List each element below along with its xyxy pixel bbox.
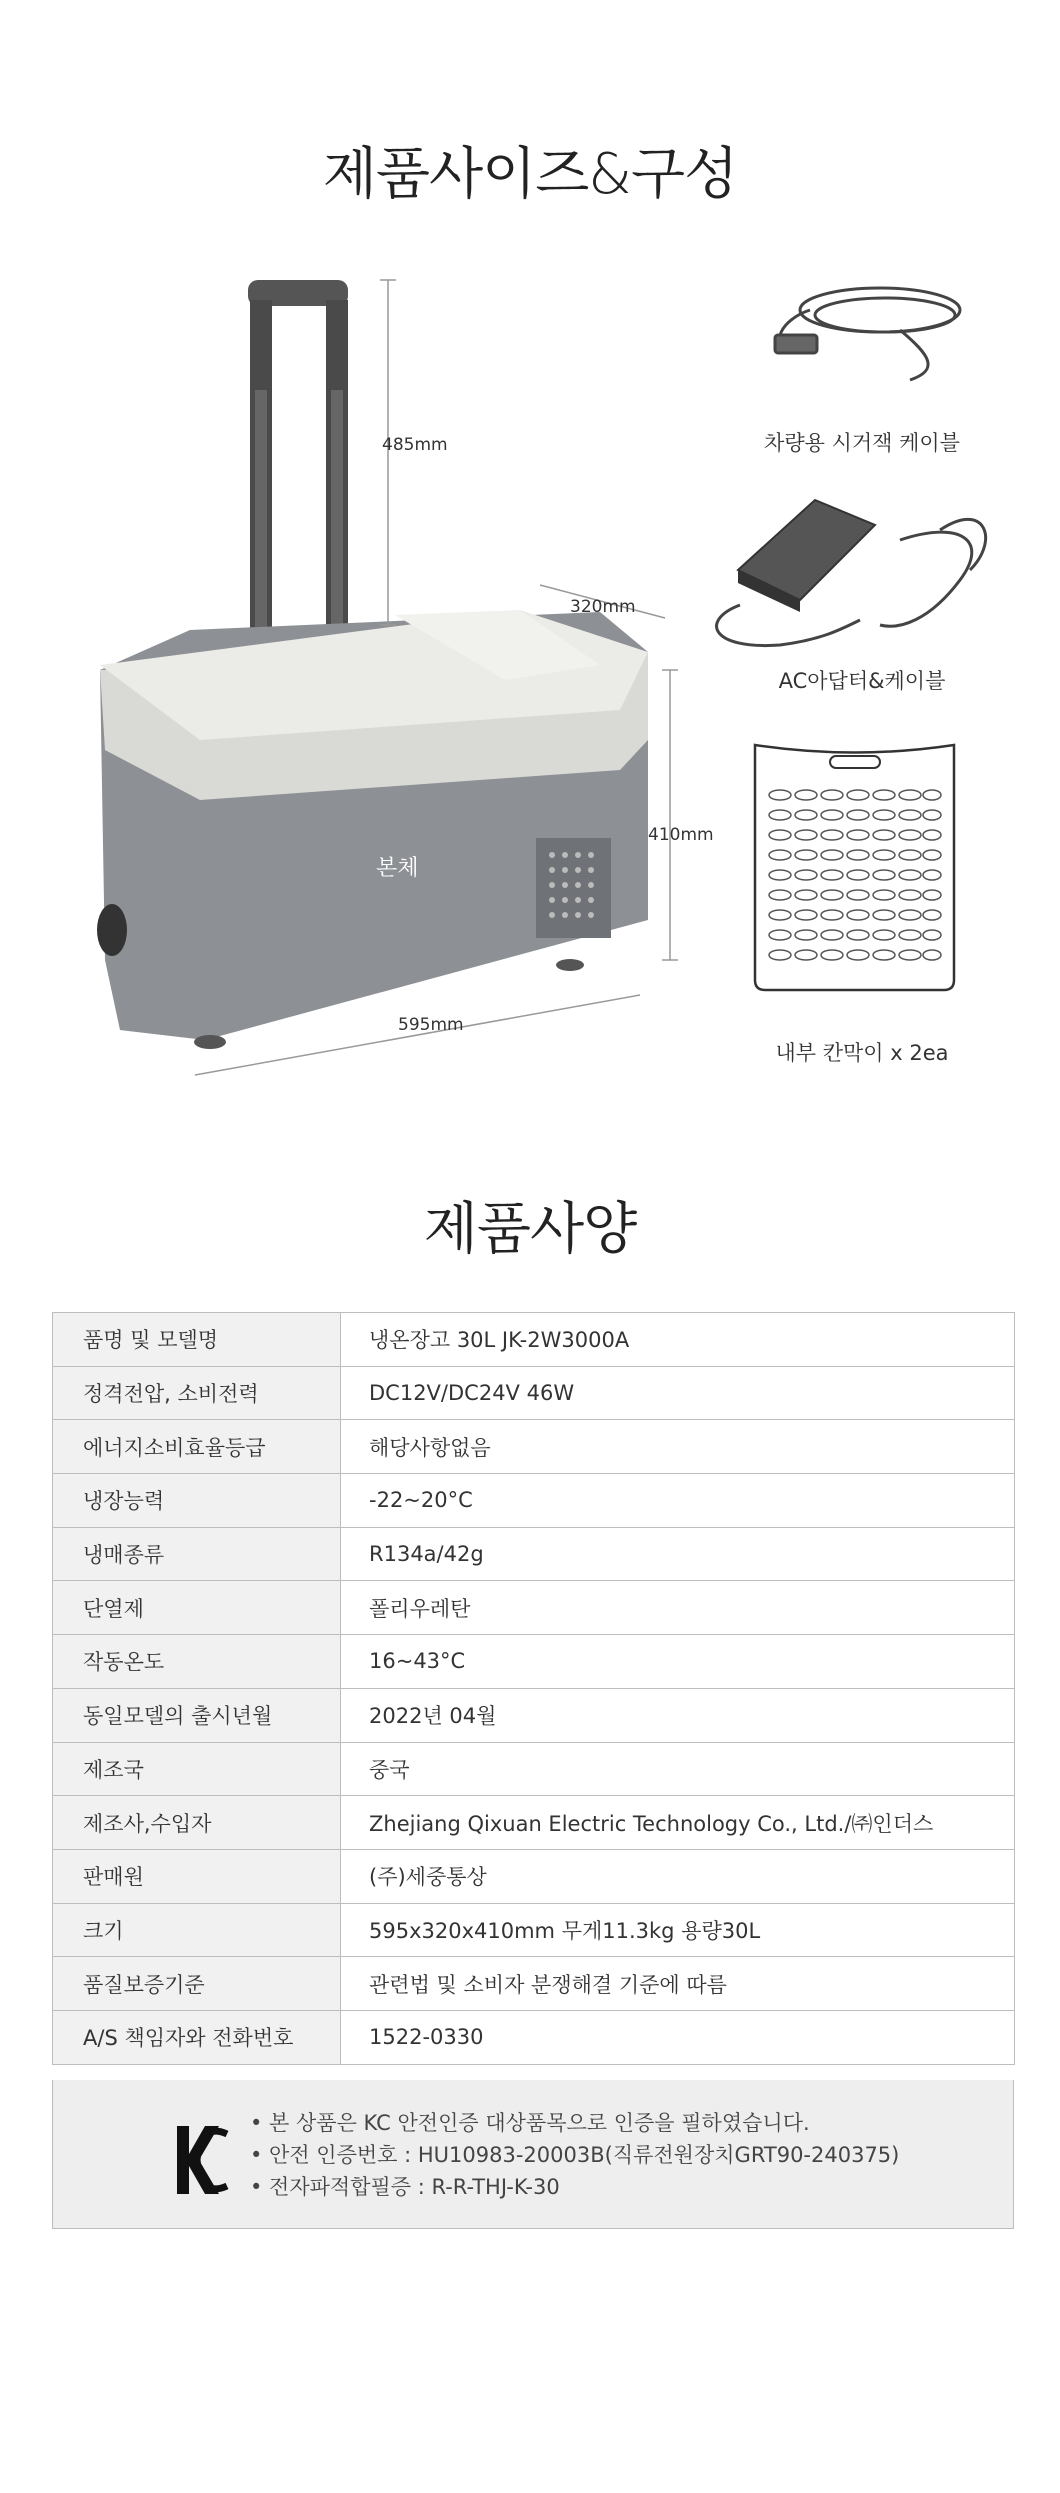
component-label-car-cable: 차량용 시거잭 케이블 (764, 431, 960, 455)
kc-line: • 전자파적합필증 : R-R-THJ-K-30 (250, 2175, 560, 2199)
spec-key: 제조사,수입자 (53, 1796, 341, 1850)
spec-value: -22~20°C (341, 1474, 1015, 1528)
kc-info-lines (250, 2107, 899, 2203)
table-row (53, 1635, 1015, 1689)
main-body-label: 본체 (376, 856, 419, 881)
spec-value: Zhejiang Qixuan Electric Technology Co., Ltd./㈜인더스 (341, 1796, 1015, 1850)
size-section-title: 제품사이즈&구성 (322, 142, 738, 207)
spec-key: A/S 책임자와 전화번호 (53, 2010, 341, 2064)
spec-value: 폴리우레탄 (341, 1581, 1015, 1635)
spec-value: 해당사항없음 (341, 1420, 1015, 1474)
table-row (53, 1313, 1015, 1367)
spec-value: 냉온장고 30L JK-2W3000A (341, 1313, 1015, 1367)
ac-adapter-icon (717, 500, 986, 646)
spec-value: 2022년 04월 (341, 1688, 1015, 1742)
spec-key: 단열제 (53, 1581, 341, 1635)
spec-key: 품질보증기준 (53, 1957, 341, 2011)
spec-section-title: 제품사양 (423, 1197, 637, 1262)
cooler-body (97, 610, 648, 1049)
dim-label-485: 485mm (382, 435, 448, 455)
spec-key: 에너지소비효율등급 (53, 1420, 341, 1474)
spec-key: 제조국 (53, 1742, 341, 1796)
trolley-handle (248, 280, 348, 660)
spec-key: 동일모델의 출시년월 (53, 1688, 341, 1742)
spec-value: 1522-0330 (341, 2010, 1015, 2064)
spec-key: 크기 (53, 1903, 341, 1957)
table-row (53, 1366, 1015, 1420)
spec-value: 관련법 및 소비자 분쟁해결 기준에 따름 (341, 1957, 1015, 2011)
spec-value: 16~43°C (341, 1635, 1015, 1689)
table-row (53, 2010, 1015, 2064)
spec-key: 정격전압, 소비전력 (53, 1366, 341, 1420)
table-row (53, 1581, 1015, 1635)
spec-key: 냉장능력 (53, 1474, 341, 1528)
car-cigar-cable-icon (775, 288, 960, 380)
product-size-illustration (0, 240, 1060, 1100)
spec-key: 품명 및 모델명 (53, 1313, 341, 1367)
kc-logo-text: KC (171, 2120, 173, 2121)
table-row (53, 1849, 1015, 1903)
spec-value: R134a/42g (341, 1527, 1015, 1581)
spec-key: 판매원 (53, 1849, 341, 1903)
spec-key: 작동온도 (53, 1635, 341, 1689)
spec-value: 595x320x410mm 무게11.3kg 용량30L (341, 1903, 1015, 1957)
spec-value: (주)세중통상 (341, 1849, 1015, 1903)
table-row (53, 1742, 1015, 1796)
table-row (53, 1688, 1015, 1742)
dim-label-410: 410mm (648, 825, 714, 845)
kc-line: • 안전 인증번호 : HU10983-20003B(직류전원장치GRT90-240375) (250, 2143, 900, 2167)
table-row (53, 1957, 1015, 2011)
dim-label-320: 320mm (570, 597, 636, 617)
table-row (53, 1474, 1015, 1528)
table-row (53, 1527, 1015, 1581)
component-label-ac-adapter: AC아답터&케이블 (778, 669, 946, 693)
divider-panel-icon (755, 745, 954, 990)
component-label-divider: 내부 칸막이 x 2ea (775, 1041, 949, 1065)
table-row (53, 1903, 1015, 1957)
kc-line: • 본 상품은 KC 안전인증 대상품목으로 인증을 필하였습니다. (250, 2111, 810, 2135)
spec-key: 냉매종류 (53, 1527, 341, 1581)
table-row (53, 1796, 1015, 1850)
kc-mark-icon (171, 2120, 231, 2200)
spec-value: 중국 (341, 1742, 1015, 1796)
spec-table (52, 1312, 1015, 2065)
dim-label-595: 595mm (398, 1015, 464, 1035)
spec-value: DC12V/DC24V 46W (341, 1366, 1015, 1420)
table-row (53, 1420, 1015, 1474)
